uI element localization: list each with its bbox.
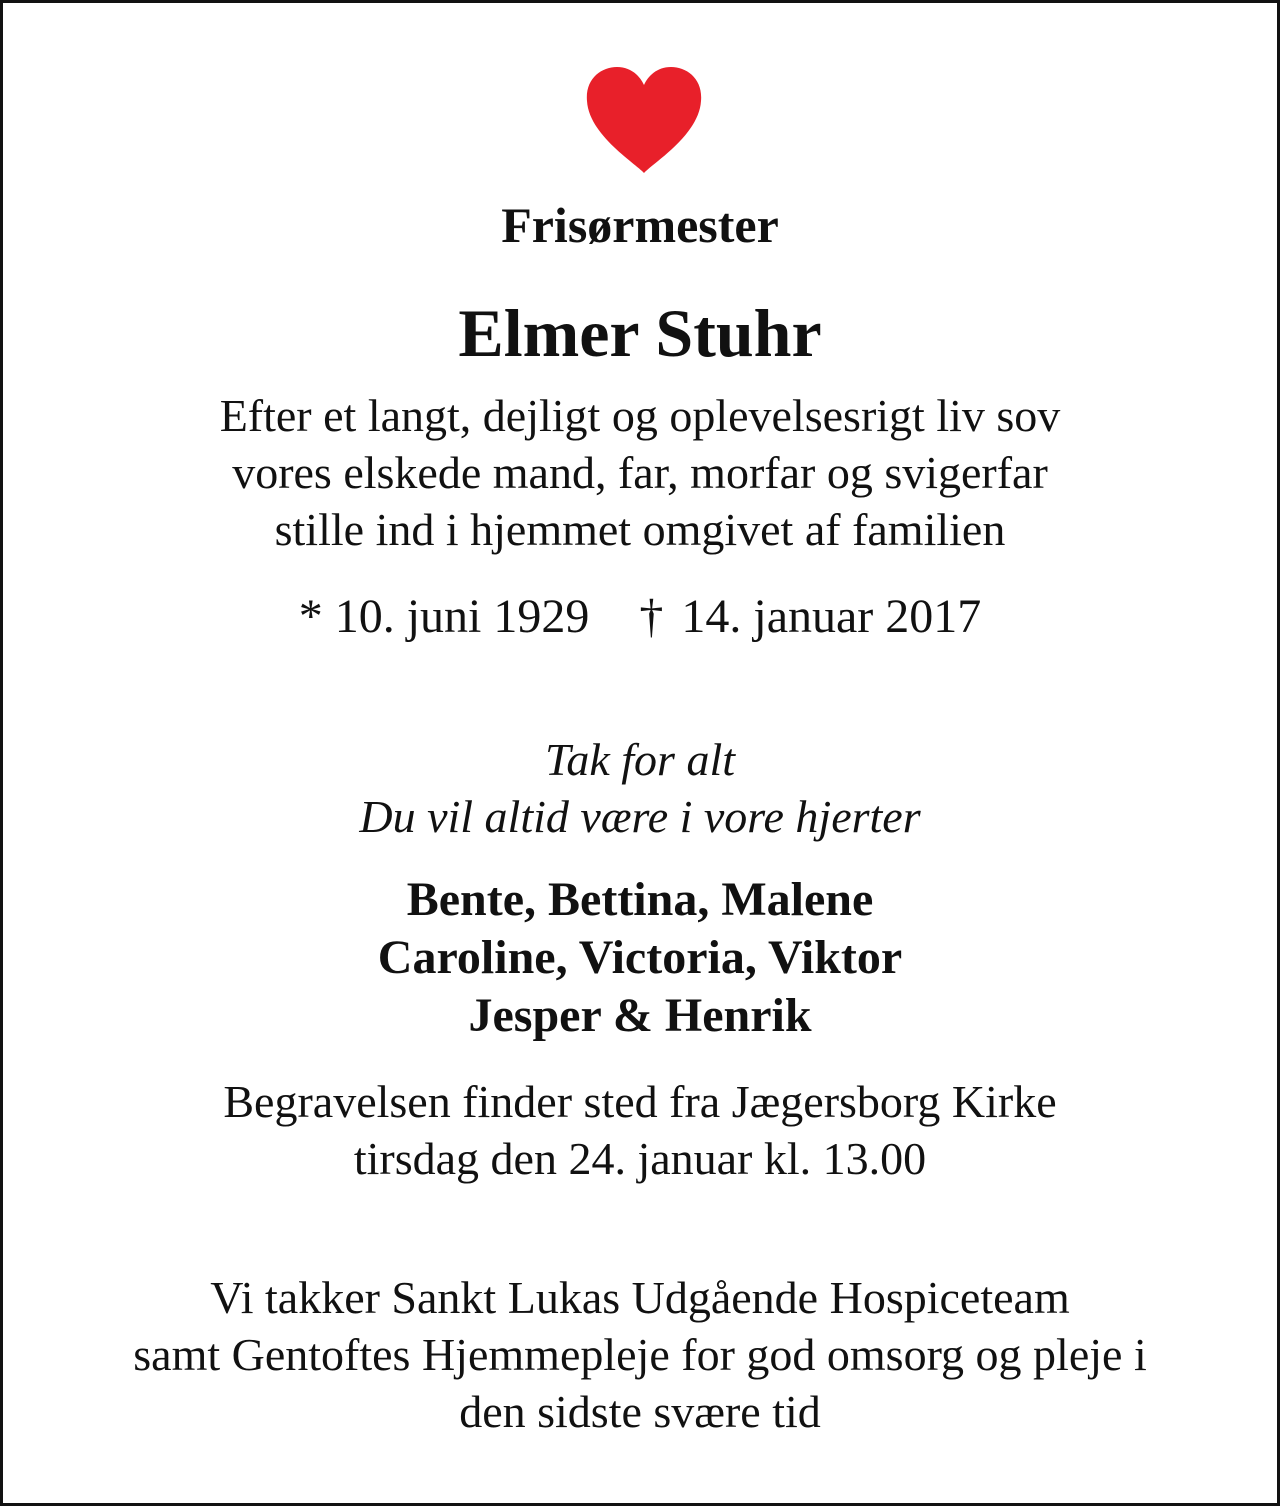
deceased-name: Elmer Stuhr	[458, 295, 822, 371]
family-line-2: Caroline, Victoria, Viktor	[377, 931, 903, 984]
heart-shape	[587, 67, 701, 173]
funeral-line-2: tirsdag den 24. januar kl. 13.00	[353, 1133, 927, 1184]
occupation-title: Frisørmester	[501, 197, 779, 253]
thanks-line-2: samt Gentoftes Hjemmepleje for god omsorg og pleje i	[133, 1329, 1147, 1380]
death-symbol: †	[639, 590, 664, 643]
intro-line-1: Efter et langt, dejligt og oplevelsesrigt liv sov	[219, 390, 1061, 441]
intro-line-3: stille ind i hjemmet omgivet af familien	[274, 504, 1006, 555]
family-line-1: Bente, Bettina, Malene	[406, 873, 874, 926]
birth-date: 10. juni 1929	[334, 590, 590, 643]
birth-symbol: *	[298, 590, 323, 643]
death-date: 14. januar 2017	[681, 590, 982, 643]
thanks-line-1: Vi takker Sankt Lukas Udgående Hospiceteam	[210, 1272, 1070, 1323]
intro-line-2: vores elskede mand, far, morfar og svigerfar	[232, 447, 1048, 498]
funeral-line-1: Begravelsen finder sted fra Jægersborg Kirke	[223, 1076, 1057, 1127]
life-dates	[3, 587, 1277, 647]
thanks-line-3: den sidste svære tid	[459, 1386, 821, 1437]
verse-line-2: Du vil altid være i vore hjerter	[359, 791, 921, 842]
verse-line-1: Tak for alt	[544, 734, 736, 785]
heart-icon	[583, 65, 705, 175]
family-line-3: Jesper & Henrik	[468, 989, 812, 1042]
